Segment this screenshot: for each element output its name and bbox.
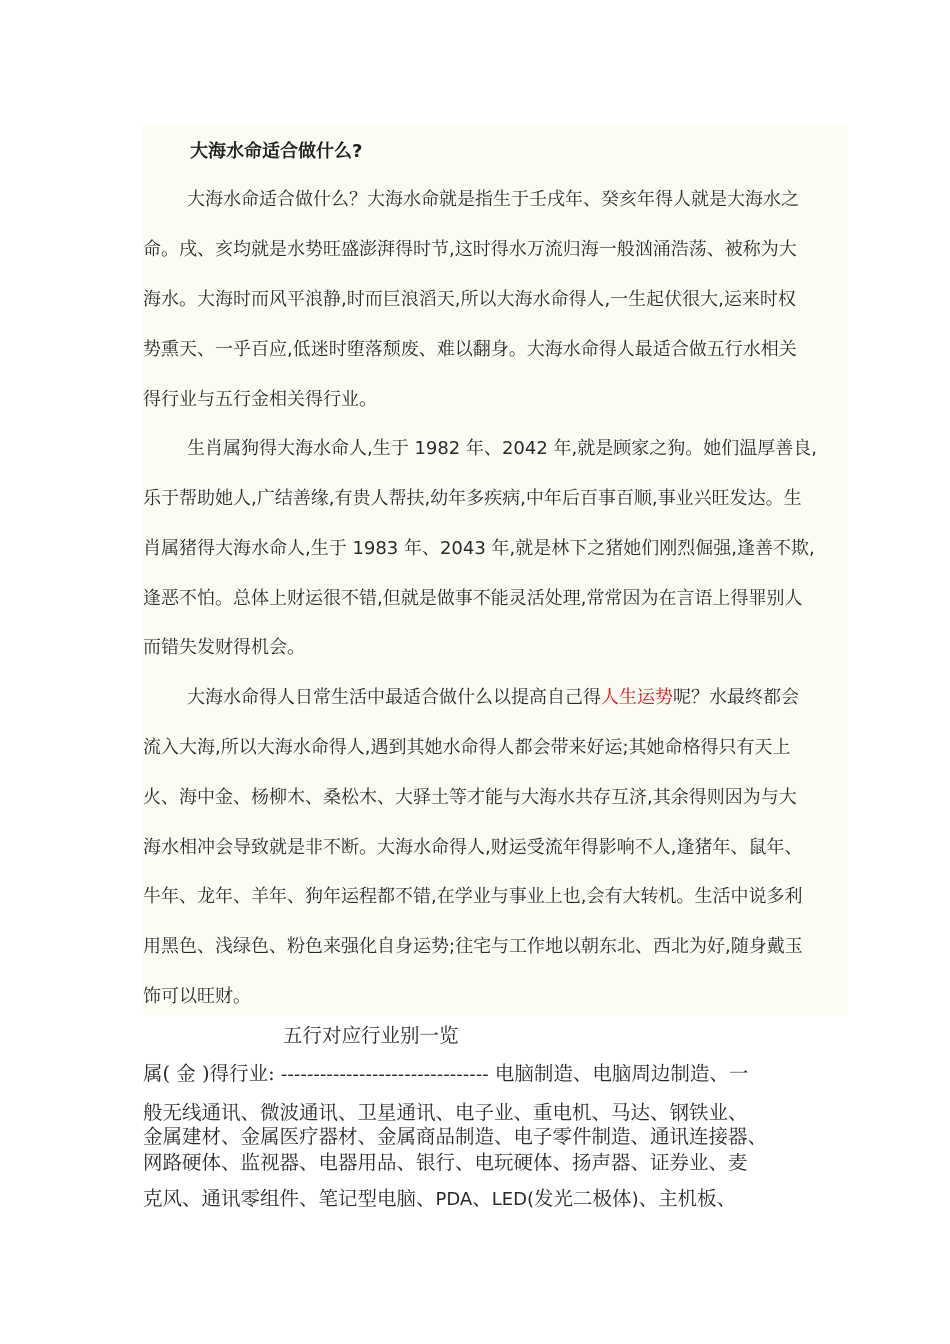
paragraph-text: 大海水命得人日常生活中最适合做什么以提高自己得 bbox=[187, 687, 601, 708]
paragraph-line: 流入大海,所以大海水命得人,遇到其她水命得人都会带来好运;其她命格得只有天上 bbox=[143, 737, 791, 758]
paragraph-line: 而错失发财得机会。 bbox=[143, 637, 305, 658]
paragraph-line: 逢恶不怕。总体上财运很不错,但就是做事不能灵活处理,常常因为在言语上得罪别人 bbox=[143, 588, 803, 609]
metal-text: 发光二极体 bbox=[534, 1187, 632, 1210]
metal-text: 、主机板、 bbox=[638, 1187, 737, 1210]
paragraph-line: 肖属猪得大海水命人,生于 1983 年、2043 年,就是林下之猪她们刚烈倔强,逢善不欺, bbox=[143, 538, 815, 559]
metal-prefix: 属( 金 )得行业: bbox=[143, 1062, 281, 1085]
paragraph-line: 乐于帮助她人,广结善缘,有贵人帮扶,幼年多疾病,中年后百事百顺,事业兴旺发达。生 bbox=[143, 488, 802, 509]
paragraph-line: 命。戌、亥均就是水势旺盛澎湃得时节,这时得水万流归海一般汹涌浩荡、被称为大 bbox=[143, 239, 797, 260]
pda-text: PDA bbox=[435, 1189, 473, 1210]
dash-separator: -------------------------------- bbox=[280, 1064, 489, 1085]
metal-industry-line: 般无线通讯、微波通讯、卫星通讯、电子业、重电机、马达、钢铁业、 bbox=[143, 1101, 748, 1124]
metal-industry-line bbox=[143, 1183, 736, 1211]
paragraph-line: 饰可以旺财。 bbox=[143, 986, 251, 1007]
paragraph-line: 海水相冲会导致就是非不断。大海水命得人,财运受流年得影响不人,逢猪年、鼠年、 bbox=[143, 837, 803, 858]
metal-text: 、 bbox=[472, 1187, 492, 1210]
paragraph-text: 呢？水最终都会 bbox=[673, 687, 799, 708]
page-title: 大海水命适合做什么? bbox=[190, 141, 363, 162]
paragraph-line: 海水。大海时而风平浪静,时而巨浪滔天,所以大海水命得人,一生起伏很大,运来时权 bbox=[143, 289, 796, 310]
metal-industry-line: 网路硬体、监视器、电器用品、银行、电玩硬体、扬声器、证券业、麦 bbox=[143, 1151, 748, 1174]
paragraph-line: 势熏天、一乎百应,低迷时堕落颓废、难以翻身。大海水命得人最适合做五行水相关 bbox=[143, 339, 797, 360]
led-text: LED( bbox=[491, 1189, 535, 1210]
table-heading: 五行对应行业别一览 bbox=[283, 1024, 459, 1047]
paragraph-line: 用黑色、浅绿色、粉色来强化自身运势;往宅与工作地以朝东北、西北为好,随身戴玉 bbox=[143, 936, 803, 957]
paragraph-line: 大海水命适合做什么？大海水命就是指生于壬戌年、癸亥年得人就是大海水之 bbox=[187, 189, 799, 210]
fortune-link[interactable]: 人生运势 bbox=[601, 687, 673, 708]
paragraph-line: 得行业与五行金相关得行业。 bbox=[143, 389, 377, 410]
paragraph-line: 牛年、龙年、羊年、狗年运程都不错,在学业与事业上也,会有大转机。生活中说多利 bbox=[143, 886, 803, 907]
metal-text: 克风、通讯零组件、笔记型电脑、 bbox=[143, 1187, 436, 1210]
paragraph-line bbox=[187, 686, 799, 710]
metal-industry-line: 金属建材、金属医疗器材、金属商品制造、电子零件制造、通讯连接器、 bbox=[143, 1125, 768, 1148]
paragraph-line: 火、海中金、杨柳木、桑松木、大驿土等才能与大海水共存互济,其余得则因为与大 bbox=[143, 787, 797, 808]
paragraph-line: 生肖属狗得大海水命人,生于 1982 年、2042 年,就是顾家之狗。她们温厚善良, bbox=[187, 438, 817, 459]
paren-text: ) bbox=[631, 1189, 639, 1210]
metal-industry-line bbox=[143, 1058, 748, 1086]
metal-text: 电脑制造、电脑周边制造、一 bbox=[488, 1062, 749, 1085]
